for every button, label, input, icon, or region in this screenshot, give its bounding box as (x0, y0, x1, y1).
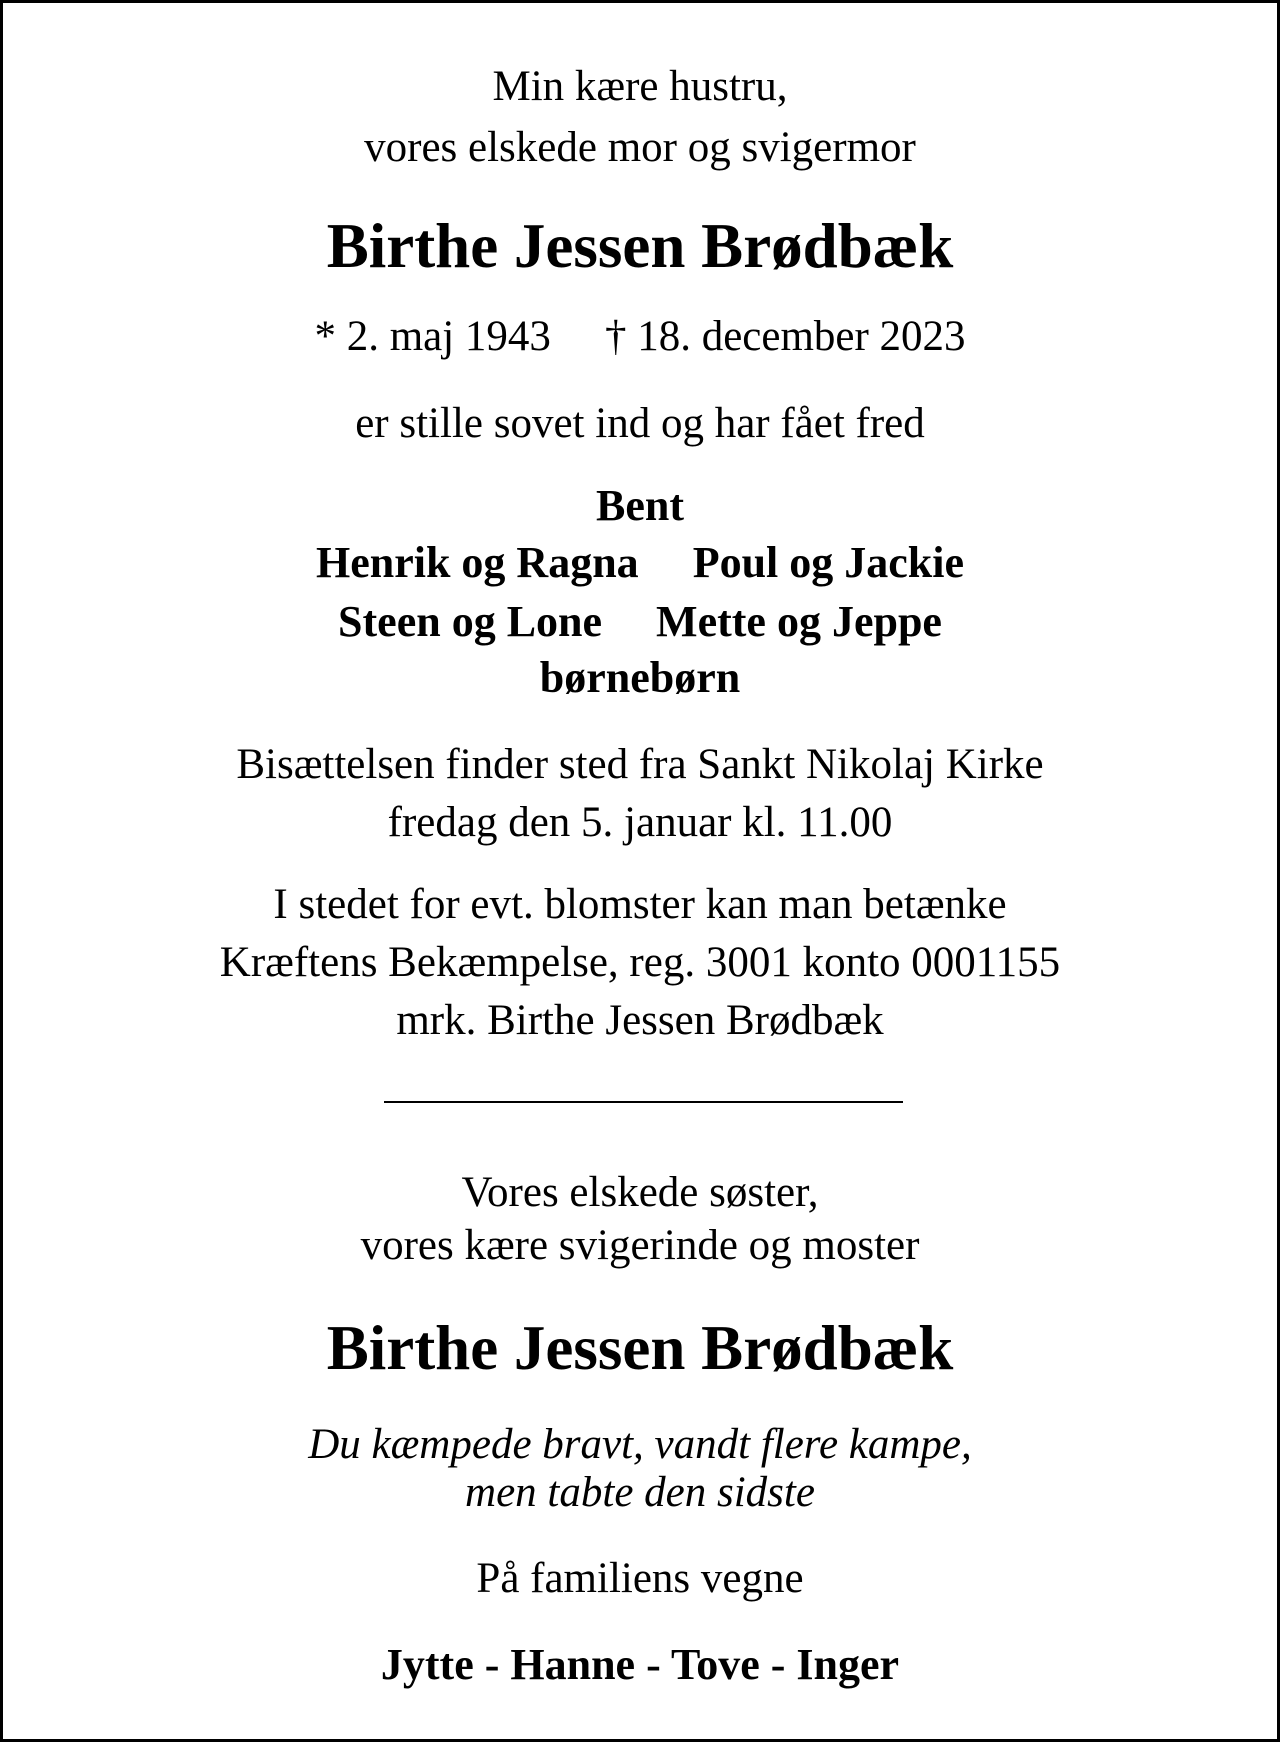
family-line-2 (3, 538, 1277, 587)
birth-date: * 2. maj 1943 (314, 313, 551, 360)
family-grandchildren: børnebørn (539, 653, 741, 702)
intro2-line-2: vores kære svigerinde og moster (360, 1222, 920, 1269)
death-date: † 18. december 2023 (604, 313, 966, 360)
phrase: er stille sovet ind og har fået fred (355, 400, 925, 447)
intro-line-1: Min kære hustru, (492, 63, 788, 110)
verse-line-2: men tabte den sidste (465, 1469, 815, 1516)
family-spouse: Bent (596, 481, 684, 530)
deceased-name-2: Birthe Jessen Brødbæk (326, 1313, 954, 1383)
family-member: Henrik og Ragna (315, 538, 639, 587)
family-member: Poul og Jackie (692, 538, 965, 587)
deceased-name: Birthe Jessen Brødbæk (326, 211, 954, 281)
donation-line-1: I stedet for evt. blomster kan man betænke (273, 881, 1007, 928)
family-line-3 (3, 597, 1277, 646)
separator-line (384, 1101, 903, 1103)
life-dates (3, 315, 1277, 358)
verse-line-1: Du kæmpede bravt, vandt flere kampe, (308, 1421, 972, 1468)
on-behalf: På familiens vegne (476, 1555, 804, 1602)
intro-line-2: vores elskede mor og svigermor (364, 124, 916, 171)
funeral-line-2: fredag den 5. januar kl. 11.00 (387, 799, 893, 846)
signatures: Jytte - Hanne - Tove - Inger (380, 1640, 900, 1689)
family-member: Mette og Jeppe (656, 597, 942, 646)
family-member: Steen og Lone (338, 597, 603, 646)
funeral-line-1: Bisættelsen finder sted fra Sankt Nikolaj Kirke (236, 741, 1044, 788)
donation-line-3: mrk. Birthe Jessen Brødbæk (396, 997, 884, 1044)
intro2-line-1: Vores elskede søster, (461, 1169, 819, 1216)
donation-line-2: Kræftens Bekæmpelse, reg. 3001 konto 0001155 (219, 939, 1061, 986)
